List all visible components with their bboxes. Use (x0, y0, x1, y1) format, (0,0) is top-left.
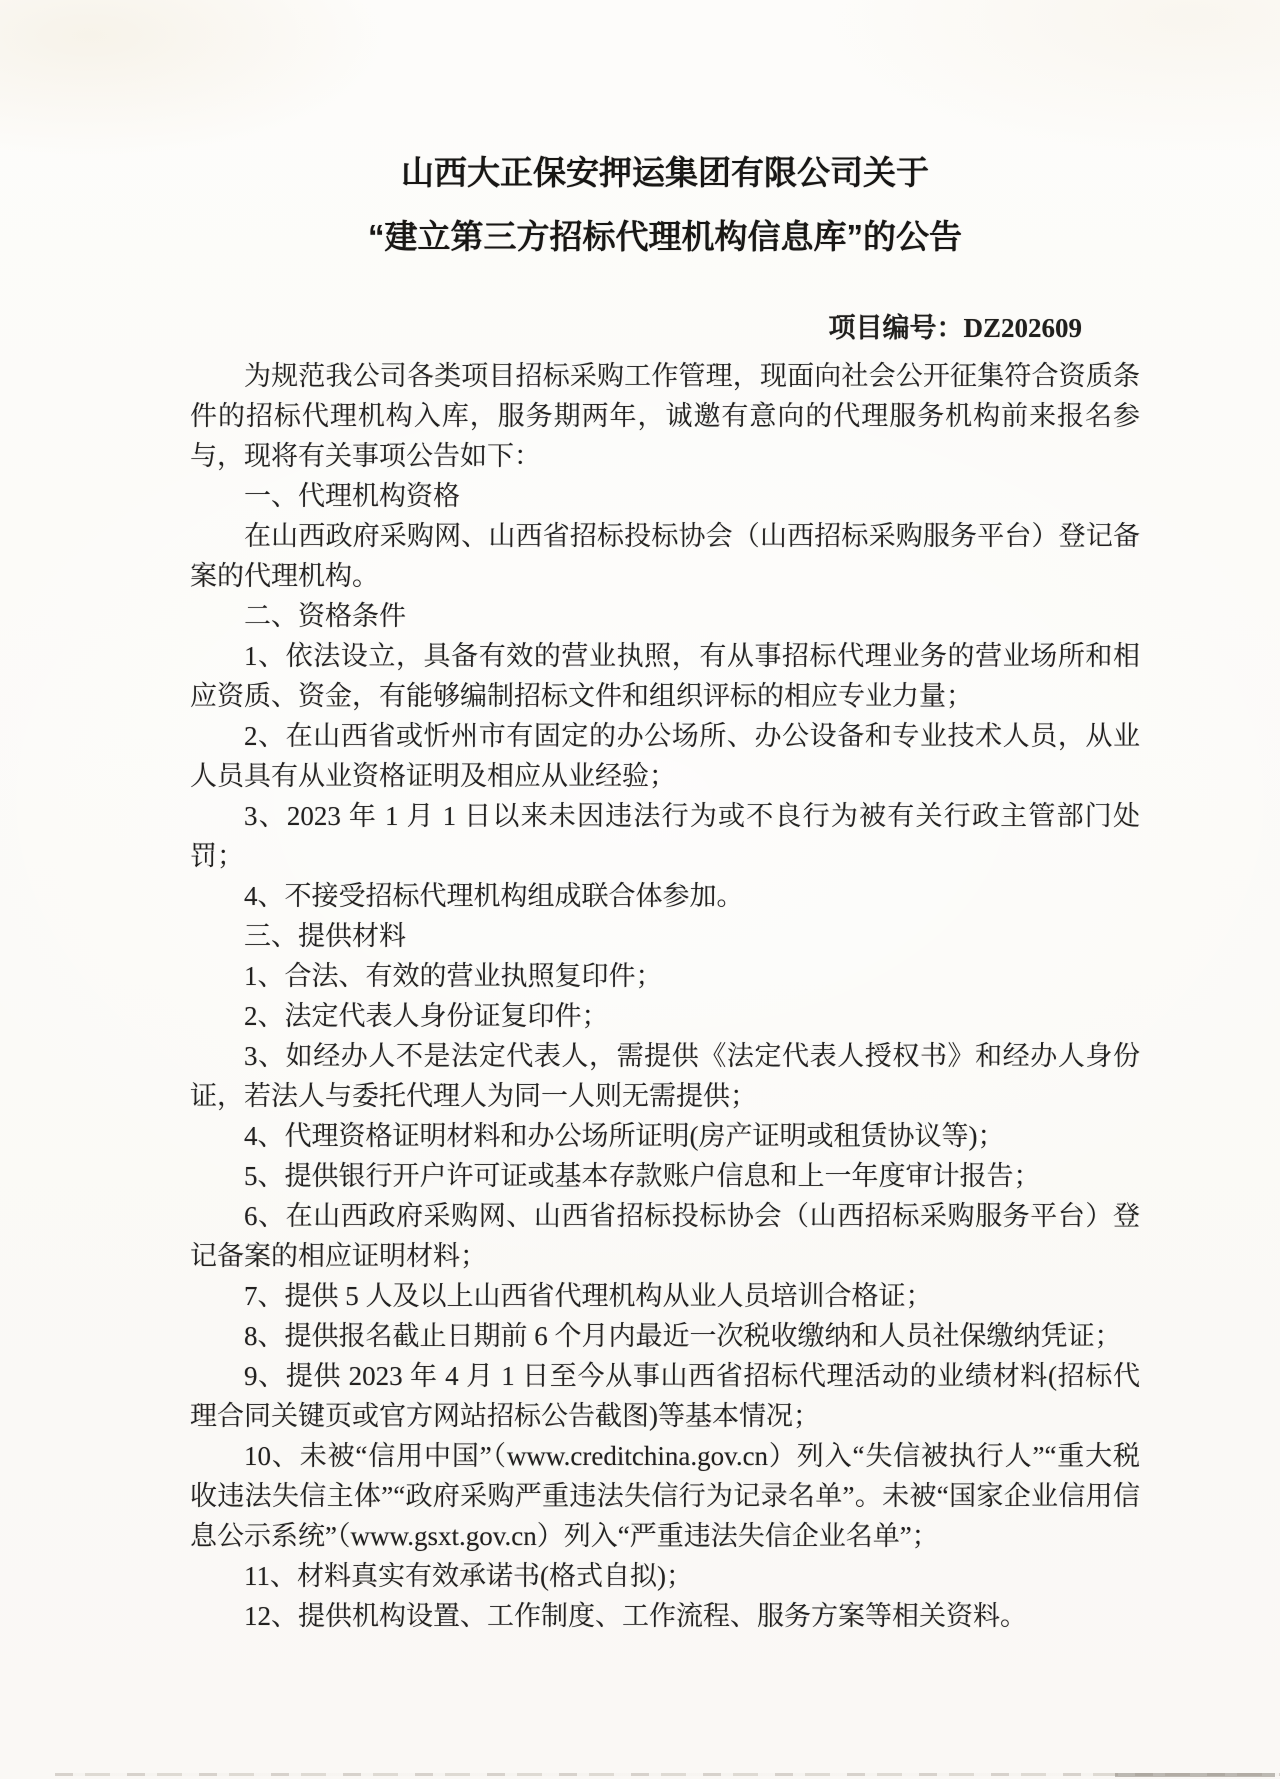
paragraph: 3、如经办人不是法定代表人，需提供《法定代表人授权书》和经办人身份证，若法人与委托代理人为同一人则无需提供； (190, 1041, 1140, 1111)
paragraph: 8、提供报名截止日期前 6 个月内最近一次税收缴纳和人员社保缴纳凭证； (244, 1321, 1122, 1351)
paragraph: 1、依法设立，具备有效的营业执照，有从事招标代理业务的营业场所和相应资质、资金，有能够编制招标文件和组织评标的相应专业力量； (190, 641, 1140, 711)
scan-edge-dark-mark (1115, 1773, 1275, 1777)
paragraph: 1、合法、有效的营业执照复印件； (244, 961, 663, 991)
paragraph: 9、提供 2023 年 4 月 1 日至今从事山西省招标代理活动的业绩材料(招标代理合同关键页或官方网站招标公告截图)等基本情况； (190, 1361, 1140, 1431)
paragraph: 4、不接受招标代理机构组成联合体参加。 (244, 881, 744, 911)
paragraph: 为规范我公司各类项目招标采购工作管理，现面向社会公开征集符合资质条件的招标代理机构入库，服务期两年，诚邀有意向的代理服务机构前来报名参与，现将有关事项公告如下： (190, 361, 1140, 471)
paragraph: 7、提供 5 人及以上山西省代理机构从业人员培训合格证； (244, 1281, 933, 1311)
paragraph: 12、提供机构设置、工作制度、工作流程、服务方案等相关资料。 (244, 1601, 1027, 1631)
document-content (190, 0, 1140, 1636)
paragraph: 三、提供材料 (244, 921, 406, 951)
paragraph: 6、在山西政府采购网、山西省招标投标协会（山西招标采购服务平台）登记备案的相应证明材料； (190, 1201, 1140, 1271)
paragraph: 11、材料真实有效承诺书(格式自拟)； (244, 1561, 693, 1591)
scan-edge-artifact (55, 1773, 1280, 1776)
paragraph: 在山西政府采购网、山西省招标投标协会（山西招标采购服务平台）登记备案的代理机构。 (190, 521, 1140, 591)
paragraph: 2、在山西省或忻州市有固定的办公场所、办公设备和专业技术人员，从业人员具有从业资格证明及相应从业经验； (190, 721, 1140, 791)
document-title-line2: “建立第三方招标代理机构信息库”的公告 (368, 218, 962, 255)
project-number: 项目编号：DZ202609 (828, 313, 1082, 343)
paragraph: 3、2023 年 1 月 1 日以来未因违法行为或不良行为被有关行政主管部门处罚； (190, 801, 1140, 871)
paragraph: 10、未被“信用中国”（www.creditchina.gov.cn）列入“失信被执行人”“重大税收违法失信主体”“政府采购严重违法失信行为记录名单”。未被“国家企业信用信息公示系统”（www.gsxt.gov.cn）列入“严重违法失信企业名单”； (190, 1441, 1140, 1551)
paragraph: 5、提供银行开户许可证或基本存款账户信息和上一年度审计报告； (244, 1161, 1041, 1191)
paragraph: 二、资格条件 (244, 601, 406, 631)
paragraph: 一、代理机构资格 (244, 481, 460, 511)
document-title-line1: 山西大正保安押运集团有限公司关于 (401, 154, 929, 191)
paragraph: 4、代理资格证明材料和办公场所证明(房产证明或租赁协议等)； (244, 1121, 1005, 1151)
document-body (190, 356, 1140, 1636)
paragraph: 2、法定代表人身份证复印件； (244, 1001, 609, 1031)
